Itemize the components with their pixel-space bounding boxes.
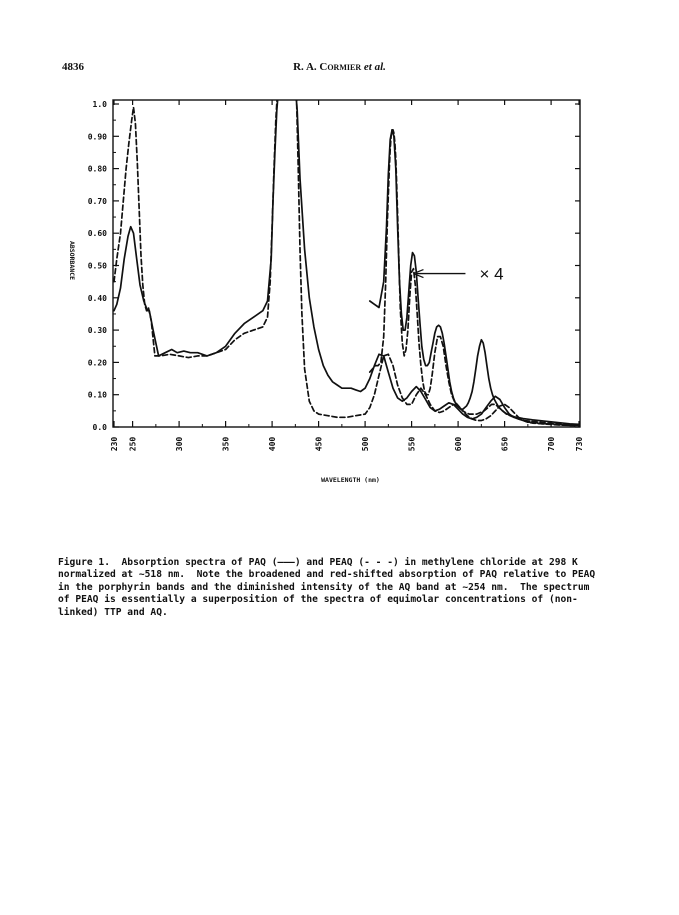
y-tick-label: 0.20 xyxy=(87,358,107,368)
caption-line: of PEAQ is essentially a superposition of the spectra of equimolar concentrations of (non- xyxy=(58,594,578,606)
x-tick-label: 600 xyxy=(454,436,464,452)
page-number: 4836 xyxy=(62,61,84,73)
y-tick-label: 0.0 xyxy=(92,423,107,432)
y-tick-label: 0.60 xyxy=(87,229,107,239)
y-tick-label: 1.0 xyxy=(92,100,107,109)
x-tick-label: 450 xyxy=(314,436,324,452)
x-tick-label: 500 xyxy=(361,436,371,452)
y-tick-label: 0.70 xyxy=(87,196,107,206)
y-tick-label: 0.90 xyxy=(87,132,107,142)
running-head-etal: et al. xyxy=(363,61,386,73)
annotation-text: × 4 xyxy=(479,264,504,284)
caption-line: normalized at ~518 nm. Note the broadened and red-shifted absorption of PAQ relative to PEAQ xyxy=(58,569,596,581)
caption-line: linked) TTP and AQ. xyxy=(58,606,168,618)
y-tick-label: 0.30 xyxy=(87,326,107,336)
x-tick-label: 400 xyxy=(268,436,278,452)
x-axis-label: WAVELENGTH (nm) xyxy=(321,476,380,484)
x-tick-label: 650 xyxy=(500,436,510,452)
x-tick-label: 300 xyxy=(175,436,185,452)
y-axis-label: ABSORBANCE xyxy=(68,240,76,281)
paq-curve-0 xyxy=(114,88,579,426)
x-tick-label: 700 xyxy=(547,436,557,452)
y-tick-label: 0.40 xyxy=(87,293,107,303)
x-tick-label: 730 xyxy=(575,436,584,452)
y-tick-label: 0.10 xyxy=(87,390,107,400)
x-tick-label: 250 xyxy=(128,436,138,452)
peaq-curve-1 xyxy=(114,88,579,426)
figure-caption xyxy=(58,557,618,619)
x-tick-label: 230 xyxy=(110,436,119,452)
running-head-author: R. A. Cormier xyxy=(293,61,362,73)
plot-frame xyxy=(113,100,580,427)
y-tick-label: 0.50 xyxy=(87,261,107,271)
caption-line: in the porphyrin bands and the diminished intensity of the AQ band at ~254 nm. The spectrum xyxy=(58,581,590,593)
x-tick-label: 350 xyxy=(221,436,231,452)
y-tick-label: 0.80 xyxy=(87,164,107,174)
x-tick-label: 550 xyxy=(407,436,417,452)
caption-line: Figure 1. Absorption spectra of PAQ (———) and PEAQ (- - -) in methylene chloride at 298 K xyxy=(58,557,578,568)
paq-curve-2 xyxy=(370,130,579,425)
